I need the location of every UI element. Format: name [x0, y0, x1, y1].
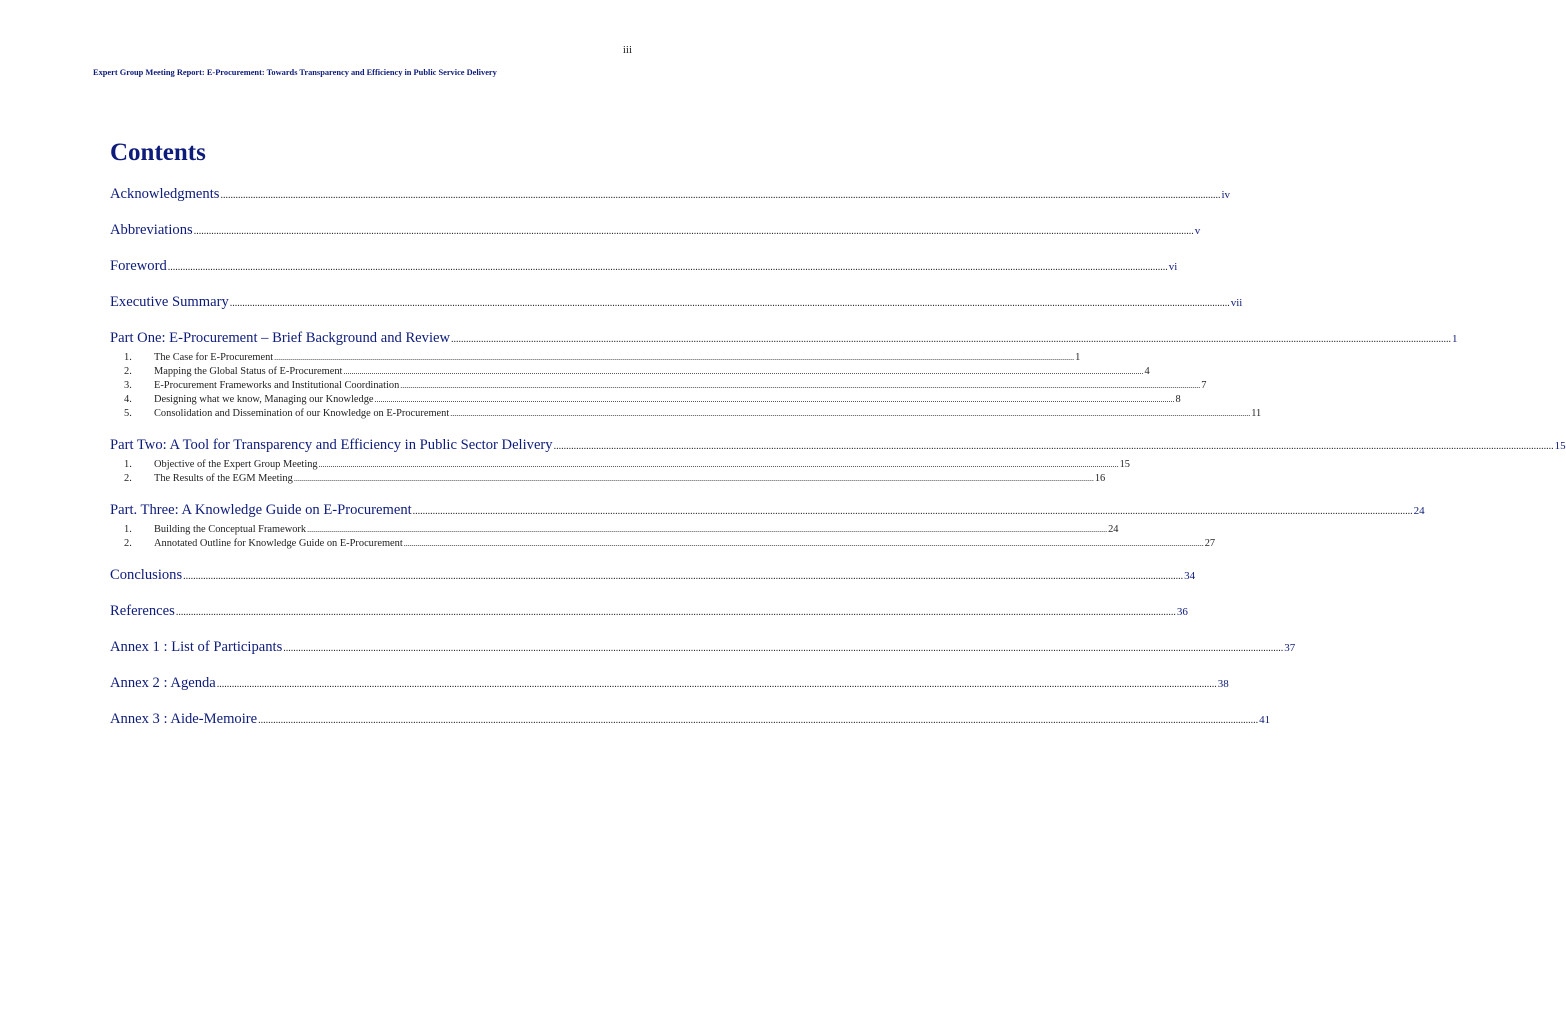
toc-subentry[interactable] — [110, 538, 1216, 552]
toc-subentry[interactable] — [110, 524, 1119, 538]
toc-subsection-list — [110, 524, 1216, 552]
toc-entry-page: 37 — [1284, 642, 1296, 654]
toc-subentry-page: 1 — [1075, 352, 1081, 363]
dot-leader: ................................................................................................................................................................................................................................................................................................................................................................................................................ — [451, 334, 1452, 345]
toc-entry-label: Abbreviations — [110, 222, 193, 238]
dot-leader: ................................................................................................................................................................................................................................................................................................................................................................................................................ — [553, 441, 1554, 452]
dot-leader: ................................................................................................................................................................................................................................................................................................................................................................................................................ — [274, 353, 1075, 362]
toc-subentry-label: Mapping the Global Status of E-Procurement — [154, 366, 343, 377]
toc-entry-label: Part Two: A Tool for Transparency and Efficiency in Public Sector Delivery — [110, 437, 553, 453]
toc-subentry[interactable] — [110, 473, 1106, 487]
toc-subentry-text — [124, 394, 374, 405]
toc-subentry-label: Designing what we know, Managing our Knowledge — [154, 394, 374, 405]
toc-subentry-label: Objective of the Expert Group Meeting — [154, 459, 318, 470]
toc-entry[interactable] — [110, 294, 1243, 314]
dot-leader: ................................................................................................................................................................................................................................................................................................................................................................................................................ — [183, 571, 1184, 582]
toc-entry[interactable] — [110, 711, 1271, 731]
toc-subentry-text — [124, 352, 273, 363]
toc-subentry-label: Annotated Outline for Knowledge Guide on E-Procurement — [154, 538, 403, 549]
toc-entry-label: Conclusions — [110, 567, 183, 583]
toc-entry-label: Part One: E-Procurement – Brief Background and Review — [110, 330, 451, 346]
toc-subentry-page: 15 — [1119, 459, 1130, 470]
toc-entry[interactable] — [110, 330, 1458, 350]
toc-subentry-page: 4 — [1144, 366, 1150, 377]
dot-leader: ................................................................................................................................................................................................................................................................................................................................................................................................................ — [400, 381, 1201, 390]
dot-leader: ................................................................................................................................................................................................................................................................................................................................................................................................................ — [220, 190, 1221, 201]
toc-subentry-number: 2. — [124, 366, 132, 377]
toc-subentry-number: 2. — [124, 538, 132, 549]
toc-entry-page: vii — [1230, 297, 1243, 309]
toc-entry-page: 24 — [1413, 505, 1425, 517]
toc-entry-page: 36 — [1176, 606, 1188, 618]
dot-leader: ................................................................................................................................................................................................................................................................................................................................................................................................................ — [175, 607, 1176, 618]
dot-leader: ................................................................................................................................................................................................................................................................................................................................................................................................................ — [229, 298, 1230, 309]
toc-entry[interactable] — [110, 675, 1229, 695]
toc-subentry-page: 27 — [1204, 538, 1216, 549]
dot-leader: ................................................................................................................................................................................................................................................................................................................................................................................................................ — [374, 395, 1175, 404]
toc-entry-label: Annex 3 : Aide-Memoire — [110, 711, 258, 727]
toc-subentry-label: Building the Conceptual Framework — [154, 524, 307, 535]
dot-leader: ................................................................................................................................................................................................................................................................................................................................................................................................................ — [403, 539, 1204, 548]
toc-subentry-number: 1. — [124, 459, 132, 470]
dot-leader: ................................................................................................................................................................................................................................................................................................................................................................................................................ — [318, 460, 1119, 469]
toc-entry-page: iv — [1221, 189, 1230, 201]
toc-entry[interactable] — [110, 222, 1201, 242]
toc-entry-page: v — [1194, 225, 1201, 237]
toc-entry-label: Part. Three: A Knowledge Guide on E-Procurement — [110, 502, 412, 518]
toc-subentry-number: 2. — [124, 473, 132, 484]
toc-entry[interactable] — [110, 186, 1230, 206]
dot-leader: ................................................................................................................................................................................................................................................................................................................................................................................................................ — [258, 715, 1259, 726]
dot-leader: ................................................................................................................................................................................................................................................................................................................................................................................................................ — [412, 506, 1413, 517]
toc-entry-page: 34 — [1184, 570, 1196, 582]
dot-leader: ................................................................................................................................................................................................................................................................................................................................................................................................................ — [450, 409, 1251, 418]
toc-entry-page: vi — [1168, 261, 1178, 273]
dot-leader: ................................................................................................................................................................................................................................................................................................................................................................................................................ — [343, 367, 1144, 376]
toc-subentry-page: 7 — [1201, 380, 1207, 391]
toc-entry-label: Annex 1 : List of Participants — [110, 639, 283, 655]
dot-leader: ................................................................................................................................................................................................................................................................................................................................................................................................................ — [283, 643, 1284, 654]
toc-subentry-text — [124, 524, 306, 535]
dot-leader: ................................................................................................................................................................................................................................................................................................................................................................................................................ — [307, 525, 1108, 534]
toc-subentry-number: 1. — [124, 524, 132, 535]
toc-subentry-text — [124, 538, 403, 549]
toc-entry-page: 15 — [1554, 440, 1566, 452]
toc-subentry-number: 4. — [124, 394, 132, 405]
toc-subentry[interactable] — [110, 366, 1150, 380]
toc-subentry-label: E-Procurement Frameworks and Institutional Coordination — [154, 380, 400, 391]
toc-entry[interactable] — [110, 437, 1566, 457]
table-of-contents — [110, 186, 1566, 747]
toc-entry-label: References — [110, 603, 175, 619]
toc-entry-page: 38 — [1217, 678, 1229, 690]
toc-subentry-page: 16 — [1094, 473, 1106, 484]
toc-entry-page: 41 — [1259, 714, 1271, 726]
dot-leader: ................................................................................................................................................................................................................................................................................................................................................................................................................ — [167, 262, 1168, 273]
toc-subentry[interactable] — [110, 380, 1207, 394]
toc-subentry[interactable] — [110, 408, 1262, 422]
toc-entry[interactable] — [110, 639, 1296, 659]
toc-subentry-text — [124, 473, 293, 484]
toc-entry-page: 1 — [1452, 333, 1458, 345]
toc-entry-label: Acknowledgments — [110, 186, 220, 202]
toc-subentry-text — [124, 459, 318, 470]
toc-subentry-page: 24 — [1108, 524, 1119, 535]
toc-entry[interactable] — [110, 567, 1196, 587]
contents-title: Contents — [110, 139, 206, 166]
toc-subentry[interactable] — [110, 352, 1081, 366]
toc-subentry[interactable] — [110, 459, 1130, 473]
toc-entry[interactable] — [110, 258, 1178, 278]
dot-leader: ................................................................................................................................................................................................................................................................................................................................................................................................................ — [216, 679, 1217, 690]
page-number: iii — [622, 44, 632, 56]
toc-entry-label: Foreword — [110, 258, 167, 274]
toc-subentry-number: 3. — [124, 380, 132, 391]
toc-entry-label: Executive Summary — [110, 294, 229, 310]
toc-subentry-text — [124, 408, 449, 419]
toc-subentry-label: The Case for E-Procurement — [154, 352, 274, 363]
dot-leader: ................................................................................................................................................................................................................................................................................................................................................................................................................ — [193, 226, 1194, 237]
toc-entry[interactable] — [110, 502, 1425, 522]
toc-subsection-list — [110, 459, 1130, 487]
toc-subentry-text — [124, 366, 342, 377]
toc-subentry-label: Consolidation and Dissemination of our Knowledge on E-Procurement — [154, 408, 450, 419]
toc-subentry-number: 1. — [124, 352, 132, 363]
toc-subentry-page: 11 — [1251, 408, 1262, 419]
toc-subentry-page: 8 — [1175, 394, 1181, 405]
toc-subentry-number: 5. — [124, 408, 132, 419]
toc-entry-label: Annex 2 : Agenda — [110, 675, 216, 691]
dot-leader: ................................................................................................................................................................................................................................................................................................................................................................................................................ — [293, 474, 1094, 483]
toc-subentry[interactable] — [110, 394, 1181, 408]
toc-subsection-list — [110, 352, 1262, 422]
toc-subentry-label: The Results of the EGM Meeting — [154, 473, 293, 484]
toc-subentry-text — [124, 380, 399, 391]
toc-entry[interactable] — [110, 603, 1188, 623]
running-header: Expert Group Meeting Report: E-Procurement: Towards Transparency and Efficiency in Public Service Delivery — [93, 68, 497, 77]
